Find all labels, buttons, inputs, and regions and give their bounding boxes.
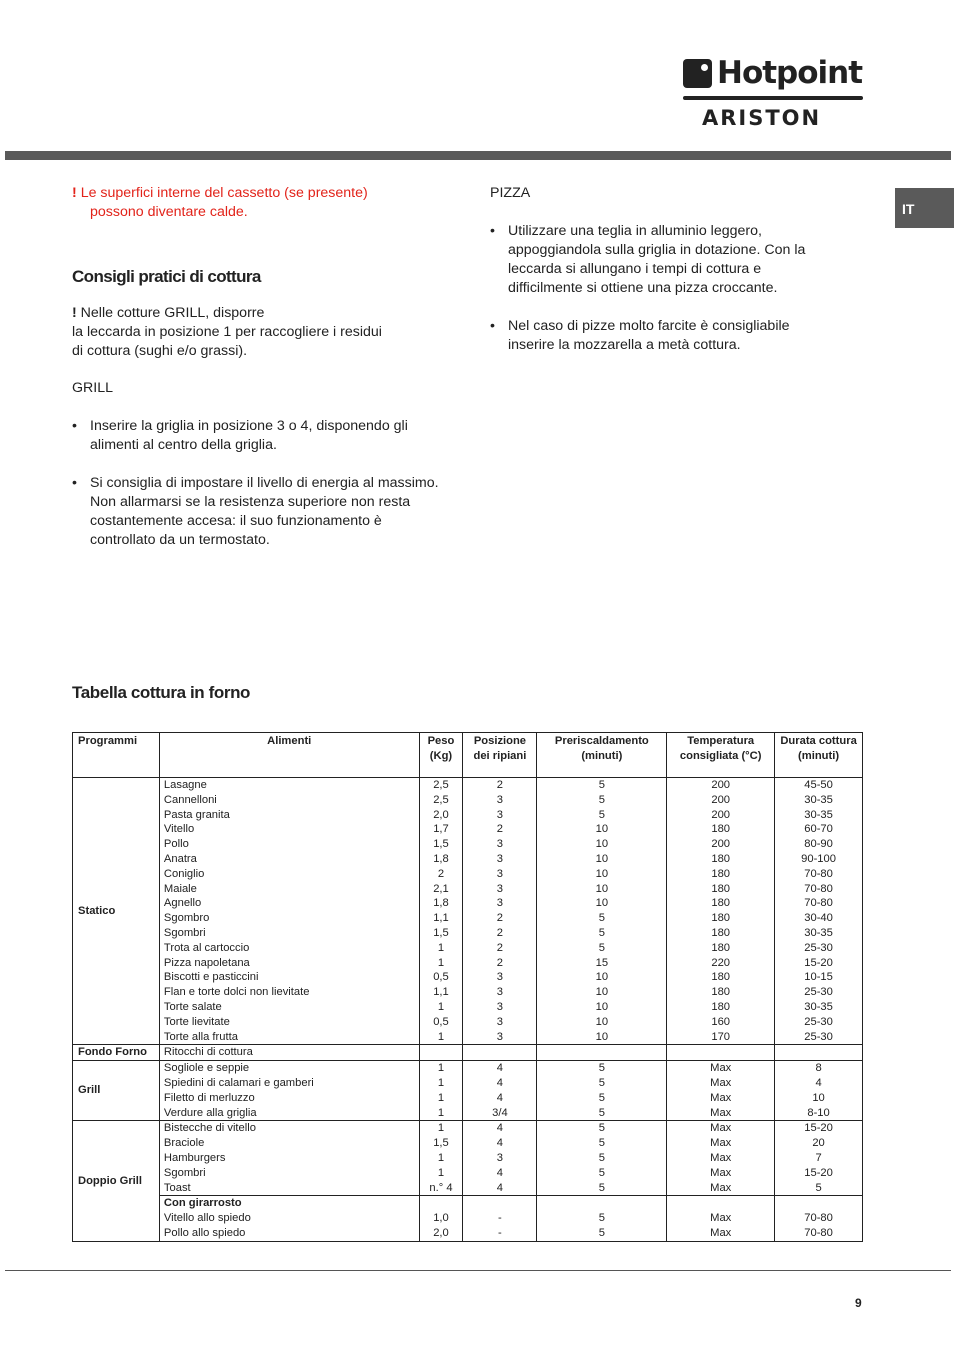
pizza-label: PIZZA [490,185,531,201]
value-peso: 2,5 [433,779,449,791]
food-item: Bistecche di vitello [163,1122,256,1135]
brand-name: Hotpoint [717,55,863,91]
value-durata: 70-80 [804,867,833,880]
value-posizione: 4 [496,1122,504,1135]
value-posizione: 4 [496,1166,504,1179]
value-durata: 15-20 [804,956,833,969]
value-posizione: 4 [496,1181,504,1194]
food-item: Torte alla frutta [163,1030,238,1043]
header-preriscaldamento: Preriscaldamento (minuti) [537,733,667,778]
value-peso: 2,5 [433,793,449,806]
value-peso: 1 [437,1030,445,1043]
value-durata: 25-30 [804,1015,833,1028]
value-peso: 2,0 [433,1226,449,1239]
program-name: Grill [73,1061,160,1121]
table-title: Tabella cottura in forno [72,683,251,702]
value-temperatura: 180 [711,986,731,999]
value-posizione: 3 [496,986,504,999]
header-temperatura: Temperatura consigliata (°C) [667,733,775,778]
food-item: Anatra [163,852,197,865]
cell-preriscaldamento [537,1061,667,1121]
table-row [73,1121,863,1196]
value-durata: 4 [815,1076,822,1089]
value-temperatura: 200 [711,838,731,851]
value-temperatura: 180 [711,1000,731,1013]
value-durata: 15-20 [804,1166,833,1179]
table-row [73,1196,863,1241]
brand-logo [683,56,865,134]
value-posizione: 4 [496,1091,504,1104]
value-durata: 25-30 [804,986,833,999]
value-temperatura: 160 [711,1015,731,1028]
value-posizione: 4 [496,1137,504,1150]
header-posizione: Posizione dei ripiani [463,733,537,778]
spacer [775,1196,862,1211]
cell-peso [419,778,463,1045]
food-item: Sgombro [163,912,210,925]
value-posizione: 3 [496,1151,504,1164]
header-durata: Durata cottura (minuti) [775,733,863,778]
value-posizione: - [498,1226,502,1239]
brand-underline [683,96,863,100]
value-preriscaldamento: 10 [595,971,609,984]
value-peso: n.° 4 [429,1181,453,1194]
value-peso: 1 [437,1166,445,1179]
value-preriscaldamento: 5 [598,1181,605,1194]
value-temperatura: Max [710,1122,732,1135]
value-preriscaldamento: 10 [595,882,609,895]
table-body [73,778,863,1242]
food-item: Filetto di merluzzo [163,1091,255,1104]
value-durata: 10 [812,1091,825,1104]
table-header-row [73,733,863,778]
food-item: Braciole [163,1137,205,1150]
cell-posizione [463,778,537,1045]
cell-temperatura [667,778,775,1045]
value-temperatura: 200 [711,793,731,806]
grill-bullet-1: • Inserire la griglia in posizione 3 o 4, disponendo gli alimenti al centro della griglia. [72,417,442,455]
table-row [73,778,863,1045]
value-posizione: - [498,1212,502,1225]
value-peso: 1,5 [433,838,449,851]
value-preriscaldamento: 5 [598,1212,605,1225]
program-name: Statico [73,778,160,1045]
food-item: Spiedini di calamari e gamberi [163,1076,314,1089]
food-item: Pollo [163,838,189,851]
food-item: Toast [163,1181,191,1194]
value-durata: 70-80 [804,1226,833,1239]
value-temperatura: Max [710,1212,732,1225]
note-bang: ! [72,305,77,321]
cell-temperatura [667,1196,775,1241]
value-temperatura: 180 [711,852,731,865]
value-peso: 0,5 [433,1015,449,1028]
warning-line-2: possono diventare calde. [90,204,248,220]
food-item: Sogliole e seppie [163,1062,250,1075]
value-durata: 80-90 [804,838,833,851]
cell-posizione [463,1045,537,1061]
value-durata: 7 [815,1151,822,1164]
cell-peso [419,1121,463,1196]
value-preriscaldamento: 5 [598,912,605,925]
grill-note [72,304,442,361]
food-item: Biscotti e pasticcini [163,971,259,984]
value-durata: 25-30 [804,1030,833,1043]
value-posizione: 3 [496,852,504,865]
cell-preriscaldamento [537,1121,667,1196]
value-preriscaldamento: 10 [595,867,609,880]
food-item: Vitello allo spiedo [163,1212,251,1225]
value-posizione: 3 [496,897,504,910]
value-temperatura: Max [710,1106,732,1119]
value-temperatura: 180 [711,926,731,939]
value-posizione: 3 [496,1030,504,1043]
value-peso: 1 [437,1122,445,1135]
value-preriscaldamento: 10 [595,852,609,865]
value-posizione: 2 [496,941,504,954]
food-item: Coniglio [163,867,205,880]
value-temperatura: 200 [711,808,731,821]
value-preriscaldamento: 5 [598,793,605,806]
cell-preriscaldamento [537,1196,667,1241]
value-preriscaldamento: 5 [598,1076,605,1089]
warning-line-1: Le superfici interne del cassetto (se presente) [80,185,368,201]
value-temperatura: Max [710,1181,732,1194]
value-peso: 2 [437,867,445,880]
value-preriscaldamento: 5 [598,1137,605,1150]
value-temperatura: 180 [711,941,731,954]
value-temperatura: 170 [711,1030,731,1043]
value-posizione: 2 [496,779,504,791]
value-durata: 30-35 [804,793,833,806]
value-preriscaldamento: 10 [595,1030,609,1043]
value-durata: 70-80 [804,1212,833,1225]
value-posizione: 3 [496,867,504,880]
value-temperatura: 180 [711,823,731,836]
value-posizione: 3 [496,793,504,806]
food-item: Torte lievitate [163,1015,230,1028]
language-tab: IT [895,188,954,228]
cell-posizione [463,1196,537,1241]
note-line-1: Nelle cotture GRILL, disporre [76,305,265,321]
value-peso: 1 [437,1106,445,1119]
value-posizione: 3 [496,838,504,851]
value-preriscaldamento: 5 [598,926,605,939]
value-durata: 60-70 [804,823,833,836]
value-peso: 0,5 [433,971,449,984]
value-durata: 8 [815,1062,822,1075]
food-item: Pizza napoletana [163,956,250,969]
cell-peso [419,1045,463,1061]
value-temperatura: Max [710,1166,732,1179]
value-temperatura: 180 [711,912,731,925]
value-preriscaldamento: 5 [598,941,605,954]
value-peso: 1 [437,956,445,969]
food-item: Maiale [163,882,197,895]
cell-preriscaldamento [537,1045,667,1061]
cell-foods [159,1045,419,1061]
cell-temperatura [667,1121,775,1196]
value-peso: 1,1 [433,986,449,999]
cell-temperatura [667,1061,775,1121]
grill-bullet-2: • Si consiglia di impostare il livello di energia al massimo. Non allarmarsi se la resistenza superiore non resta costantemente accesa: il suo funzionamento è controllato da un termostato. [72,474,442,550]
value-preriscaldamento: 5 [598,1062,605,1075]
value-posizione: 3 [496,882,504,895]
value-durata: 30-35 [804,926,833,939]
value-peso: 1,1 [433,912,449,925]
value-durata: 45-50 [804,779,833,791]
note-line-3: di cottura (sughi e/o grassi). [72,343,248,359]
header-alimenti: Alimenti [159,733,419,778]
value-peso: 1 [437,1151,445,1164]
cell-posizione [463,1121,537,1196]
sub-label: Con girarrosto [163,1197,242,1210]
food-item: Verdure alla griglia [163,1106,257,1119]
value-peso: 1 [437,1076,445,1089]
value-durata: 25-30 [804,941,833,954]
value-temperatura: Max [710,1062,732,1075]
section-heading: Consigli pratici di cottura [72,267,261,286]
value-preriscaldamento: 5 [598,1091,605,1104]
value-preriscaldamento: 5 [598,1226,605,1239]
value-preriscaldamento: 10 [595,838,609,851]
right-column [490,184,830,355]
food-item: Lasagne [163,779,207,791]
page-number: 9 [855,1296,862,1310]
value-preriscaldamento: 10 [595,1000,609,1013]
cell-durata [775,778,863,1045]
value-temperatura: Max [710,1226,732,1239]
value-preriscaldamento: 5 [598,1106,605,1119]
value-temperatura: 180 [711,971,731,984]
value-durata: 15-20 [804,1122,833,1135]
program-name: Doppio Grill [73,1121,160,1241]
value-preriscaldamento: 5 [598,1122,605,1135]
value-peso: 1 [437,1000,445,1013]
food-item: Cannelloni [163,793,217,806]
value-posizione: 2 [496,823,504,836]
food-item: Flan e torte dolci non lievitate [163,986,310,999]
value-durata: 8-10 [807,1106,830,1119]
value-posizione: 3 [496,971,504,984]
spacer [537,1196,666,1211]
spacer [463,1196,536,1211]
value-durata: 20 [812,1137,825,1150]
value-durata: 30-35 [804,808,833,821]
cell-posizione [463,1061,537,1121]
value-temperatura: Max [710,1076,732,1089]
value-preriscaldamento: 10 [595,1015,609,1028]
food-item: Hamburgers [163,1151,226,1164]
program-name: Fondo Forno [73,1045,160,1061]
header-rule [5,151,951,160]
value-temperatura: 180 [711,897,731,910]
cell-foods [159,778,419,1045]
value-preriscaldamento: 5 [598,1166,605,1179]
pizza-bullet-1: • Utilizzare una teglia in alluminio leggero, appoggiandola sulla griglia in dotazione. Con la leccarda si allungano i tempi di cottura e difficilmente si ottiene una pizza croccante. [490,222,830,298]
value-peso: 2,0 [433,808,449,821]
value-peso: 1,8 [433,852,449,865]
value-posizione: 3 [496,1015,504,1028]
cell-peso [419,1061,463,1121]
value-durata: 5 [815,1181,822,1194]
value-temperatura: 180 [711,882,731,895]
value-peso: 1,7 [433,823,449,836]
value-preriscaldamento: 15 [595,956,609,969]
food-item: Ritocchi di cottura [163,1046,253,1059]
value-durata: 30-40 [804,912,833,925]
value-temperatura: Max [710,1137,732,1150]
value-preriscaldamento: 10 [595,897,609,910]
brand-sub: ARISTON [702,106,822,130]
spacer [420,1196,463,1211]
cell-peso [419,1196,463,1241]
value-durata: 90-100 [801,852,836,865]
value-temperatura: Max [710,1091,732,1104]
value-posizione: 2 [496,956,504,969]
header-programmi: Programmi [73,733,160,778]
value-temperatura: 220 [711,956,731,969]
value-preriscaldamento: 5 [598,779,605,791]
value-peso: 1 [437,941,445,954]
value-posizione: 2 [496,926,504,939]
table-row [73,1045,863,1061]
value-preriscaldamento: 10 [595,986,609,999]
value-durata: 70-80 [804,882,833,895]
value-peso: 1,8 [433,897,449,910]
value-posizione: 2 [496,912,504,925]
value-peso: 1,5 [433,926,449,939]
cell-durata [775,1045,863,1061]
cell-durata [775,1061,863,1121]
value-preriscaldamento: 5 [598,808,605,821]
value-peso: 1,0 [433,1212,449,1225]
note-line-2: la leccarda in posizione 1 per raccogliere i residui [72,324,382,340]
food-item: Pasta granita [163,808,230,821]
value-peso: 2,1 [433,882,449,895]
value-durata: 10-15 [804,971,833,984]
food-item: Agnello [163,897,202,910]
value-temperatura: Max [710,1151,732,1164]
cooking-table [72,732,863,1242]
value-temperatura: 200 [711,779,731,791]
cell-foods [159,1061,419,1121]
food-item: Torte salate [163,1000,222,1013]
cell-sub-foods [159,1196,419,1241]
pizza-bullet-2: • Nel caso di pizze molto farcite è consigliabile inserire la mozzarella a metà cottura. [490,317,830,355]
food-item: Sgombri [163,1166,206,1179]
value-temperatura: 180 [711,867,731,880]
value-durata: 30-35 [804,1000,833,1013]
value-peso: 1 [437,1091,445,1104]
warning-note [72,184,442,222]
value-posizione: 4 [496,1062,504,1075]
value-posizione: 3/4 [492,1106,508,1119]
food-item: Sgombri [163,926,206,939]
value-durata: 70-80 [804,897,833,910]
value-posizione: 3 [496,808,504,821]
footer-rule [5,1270,951,1271]
value-posizione: 4 [496,1076,504,1089]
spacer [667,1196,774,1211]
value-posizione: 3 [496,1000,504,1013]
warning-bang: ! [72,185,77,201]
cell-temperatura [667,1045,775,1061]
cell-foods [159,1121,419,1196]
cell-preriscaldamento [537,778,667,1045]
cell-durata [775,1121,863,1196]
table-row [73,1061,863,1121]
left-column [72,184,442,550]
value-preriscaldamento: 5 [598,1151,605,1164]
value-peso: 1,5 [433,1137,449,1150]
value-peso: 1 [437,1062,445,1075]
grill-label: GRILL [72,380,114,396]
brand-mark-icon [683,59,712,88]
header-peso: Peso (Kg) [419,733,463,778]
value-preriscaldamento: 10 [595,823,609,836]
food-item: Vitello [163,823,195,836]
food-item: Trota al cartoccio [163,941,250,954]
food-item: Pollo allo spiedo [163,1226,246,1239]
cell-durata [775,1196,863,1241]
